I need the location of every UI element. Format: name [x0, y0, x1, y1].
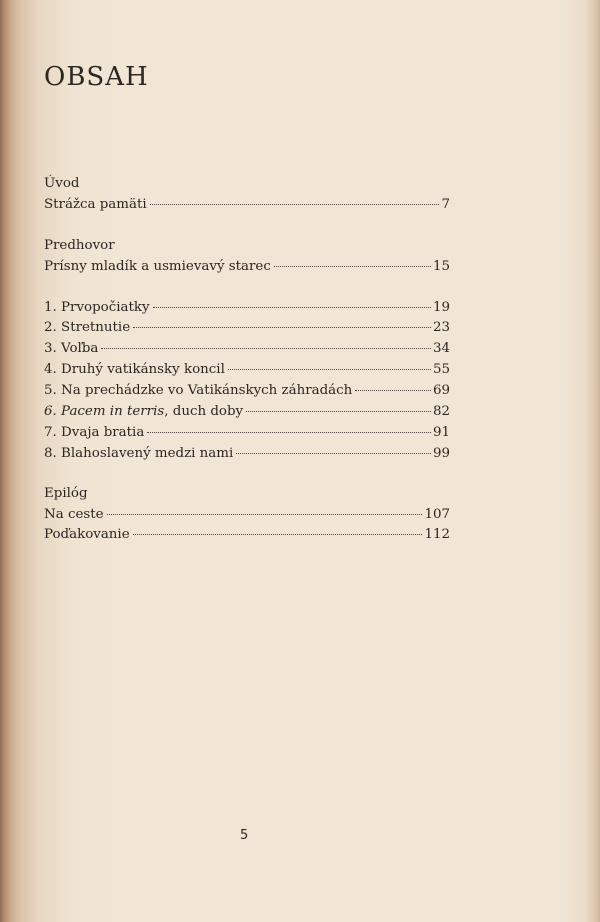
- entry-title: Na ceste: [44, 506, 104, 522]
- entry-title: 7. Dvaja bratia: [44, 424, 145, 440]
- section-label-predhovor: Predhovor: [44, 237, 115, 253]
- page-title: OBSAH: [44, 62, 149, 92]
- dot-leader: [153, 307, 431, 308]
- entry-page-number: 82: [432, 404, 450, 420]
- entry-page-number: 23: [432, 320, 450, 336]
- entry-page-number: 107: [424, 506, 450, 522]
- toc-entry: [44, 423, 450, 444]
- toc-entry: [44, 402, 450, 423]
- toc-entry: [44, 195, 450, 216]
- toc-entry: [44, 525, 450, 546]
- entry-page-number: 112: [424, 527, 450, 543]
- toc-entry: [44, 257, 450, 278]
- entry-page-number: 69: [432, 383, 450, 399]
- section-label-epilog: Epilóg: [44, 485, 88, 501]
- toc-entry: [44, 298, 450, 319]
- toc-entry: [44, 444, 450, 465]
- dot-leader: [133, 534, 423, 535]
- toc-entry: [44, 318, 450, 339]
- table-of-contents: [44, 174, 450, 546]
- entry-title: 3. Voľba: [44, 341, 99, 357]
- dot-leader: [101, 348, 431, 349]
- entry-page-number: 99: [432, 445, 450, 461]
- dot-leader: [246, 411, 431, 412]
- entry-title-rest: , duch doby: [164, 404, 244, 420]
- entry-title: 2. Stretnutie: [44, 320, 131, 336]
- entry-page-number: 15: [432, 258, 450, 274]
- entry-title: Strážca pamäti: [44, 196, 147, 212]
- entry-title: 8. Blahoslavený medzi nami: [44, 445, 234, 461]
- spacer: [44, 216, 450, 236]
- entry-title: 1. Prvopočiatky: [44, 299, 150, 315]
- entry-page-number: 91: [432, 424, 450, 440]
- dot-leader: [236, 453, 431, 454]
- entry-title: 5. Na prechádzke vo Vatikánskych záhradách: [44, 383, 353, 399]
- entry-title: 4. Druhý vatikánsky koncil: [44, 362, 225, 378]
- toc-entry: [44, 360, 450, 381]
- dot-leader: [355, 390, 431, 391]
- toc-entry: [44, 505, 450, 526]
- entry-page-number: 55: [432, 362, 450, 378]
- section-label-uvod: Úvod: [44, 176, 80, 191]
- page-number: 5: [240, 828, 249, 843]
- toc-entry: [44, 339, 450, 360]
- toc-entry: [44, 381, 450, 402]
- dot-leader: [150, 204, 440, 205]
- entry-title: [44, 402, 243, 423]
- dot-leader: [133, 327, 431, 328]
- dot-leader: [274, 266, 431, 267]
- entry-title: Prísny mladík a usmievavý starec: [44, 258, 271, 274]
- entry-page-number: 34: [432, 341, 450, 357]
- entry-page-number: 7: [441, 196, 450, 212]
- dot-leader: [228, 369, 431, 370]
- entry-title: Poďakovanie: [44, 527, 130, 543]
- entry-page-number: 19: [432, 299, 450, 315]
- dot-leader: [147, 432, 431, 433]
- dot-leader: [107, 514, 423, 515]
- entry-title-italic: 6. Pacem in terris: [44, 404, 165, 420]
- spacer: [44, 465, 450, 484]
- spacer: [44, 278, 450, 298]
